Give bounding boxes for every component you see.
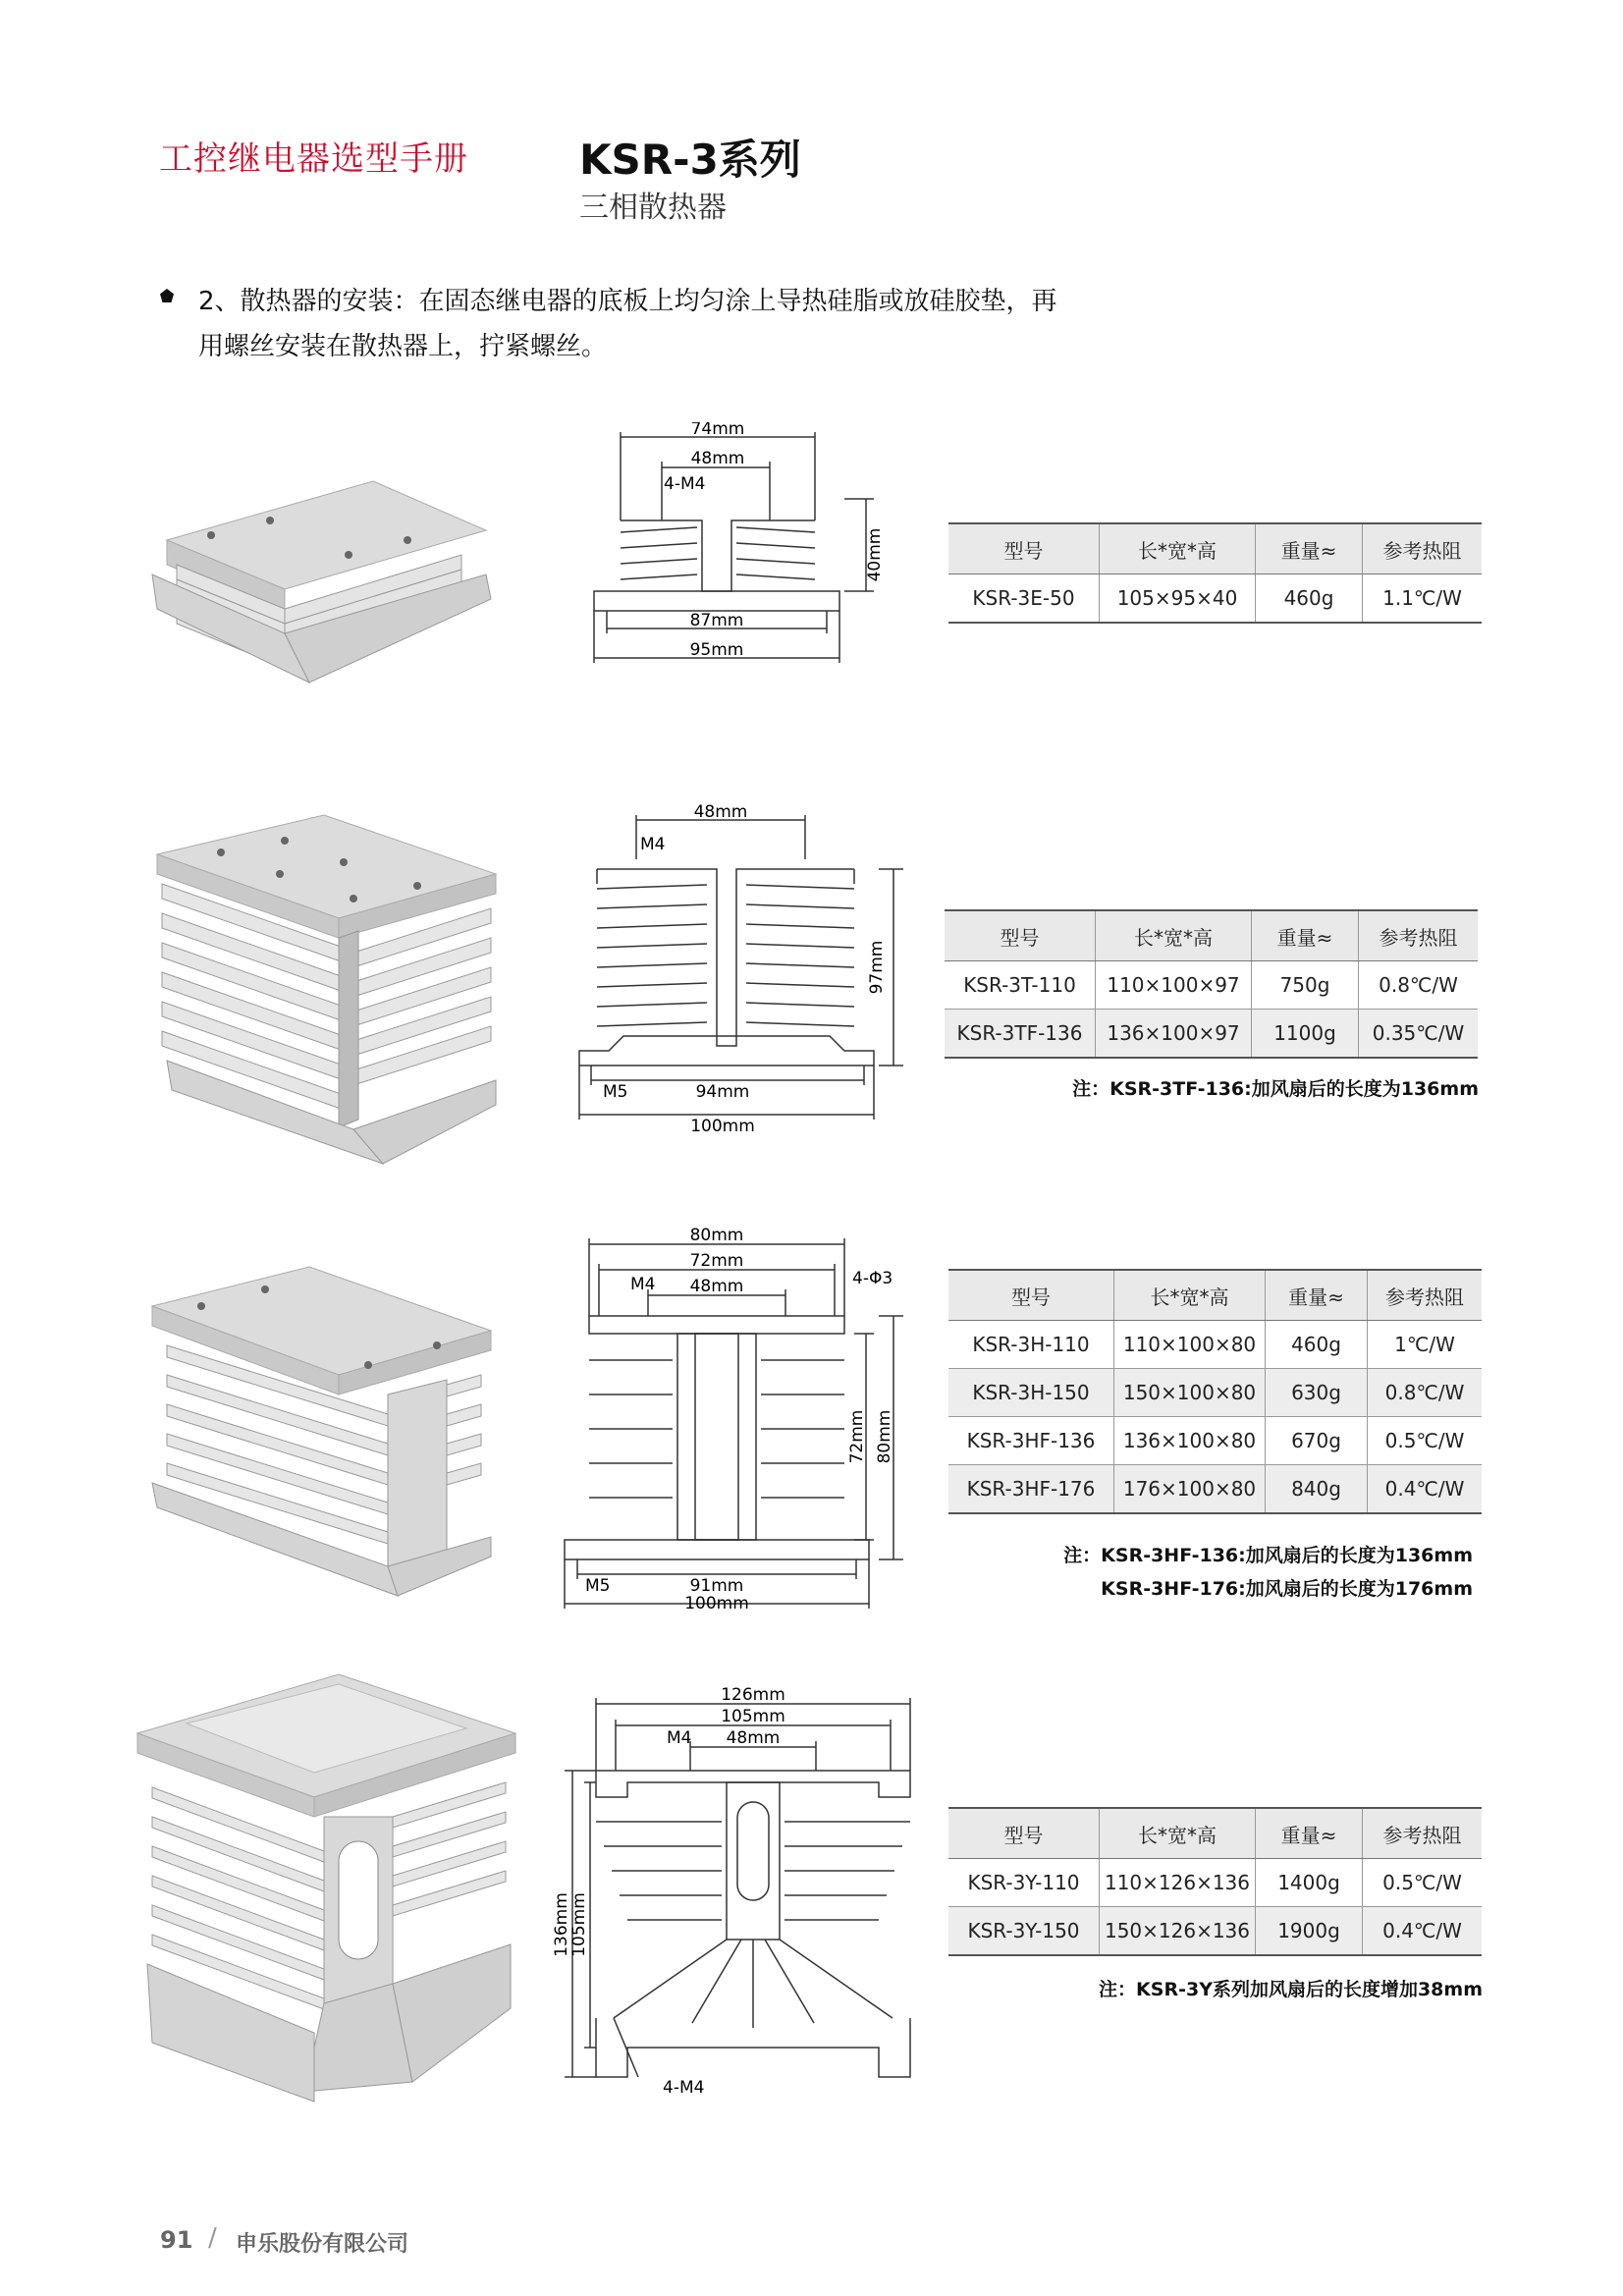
model-cell: KSR-3HF-176 <box>948 1465 1114 1514</box>
manual-brand-title: 工控继电器选型手册 <box>159 139 468 179</box>
dim-label: 4-M4 <box>663 2078 705 2098</box>
table-row <box>948 1417 1482 1465</box>
dim-label: 87mm <box>689 611 744 630</box>
weight-cell: 1400g <box>1256 1859 1363 1907</box>
model-cell: KSR-3H-110 <box>948 1321 1114 1369</box>
model-cell: KSR-3Y-110 <box>948 1859 1100 1907</box>
weight-cell: 460g <box>1266 1321 1368 1369</box>
dim-label: 126mm <box>721 1685 785 1705</box>
col-size-header: 长*宽*高 <box>1100 523 1256 574</box>
table-row <box>948 1907 1482 1956</box>
table-row <box>948 1859 1482 1907</box>
series-title: KSR-3系列 <box>579 136 801 184</box>
dim-label: 4-M4 <box>664 474 706 494</box>
col-size-header: 长*宽*高 <box>1114 1270 1266 1321</box>
table-row <box>948 574 1482 624</box>
model-cell: KSR-3T-110 <box>945 961 1096 1010</box>
table-row <box>945 1010 1478 1059</box>
dim-label: 74mm <box>690 422 745 439</box>
size-cell: 105×95×40 <box>1100 574 1256 624</box>
model-cell: KSR-3Y-150 <box>948 1907 1100 1956</box>
table-row <box>948 1465 1482 1514</box>
resistance-cell: 0.8℃/W <box>1368 1369 1483 1417</box>
dim-label: M4 <box>640 835 666 854</box>
heatsink-photo-3e <box>147 462 520 697</box>
note-3hf-136: 注：KSR-3HF-136:加风扇后的长度为136mm <box>1063 1545 1473 1566</box>
spec-table-3t <box>945 909 1478 1059</box>
dim-label: 48mm <box>693 802 748 822</box>
col-model-header: 型号 <box>948 1808 1100 1859</box>
weight-cell: 750g <box>1252 961 1359 1010</box>
spec-table-3e <box>948 522 1482 624</box>
installation-instruction: 2、散热器的安装：在固态继电器的底板上均匀涂上导热硅脂或放硅胶垫，再用螺丝安装在散热器上，拧紧螺丝。 <box>198 287 1057 361</box>
drawing-3e <box>579 422 903 678</box>
drawing-3t <box>569 800 903 1144</box>
dim-label: 105mm <box>721 1707 785 1726</box>
note-3hf-176: KSR-3HF-176:加风扇后的长度为176mm <box>1101 1578 1473 1600</box>
size-cell: 136×100×80 <box>1114 1417 1266 1465</box>
heatsink-photo-3y <box>128 1669 520 2111</box>
dim-label: 100mm <box>684 1594 749 1613</box>
col-size-header: 长*宽*高 <box>1100 1808 1256 1859</box>
weight-cell: 670g <box>1266 1417 1368 1465</box>
resistance-cell: 1℃/W <box>1368 1321 1483 1369</box>
drawing-3h <box>550 1223 923 1615</box>
resistance-cell: 0.5℃/W <box>1363 1859 1483 1907</box>
size-cell: 150×100×80 <box>1114 1369 1266 1417</box>
size-cell: 110×126×136 <box>1100 1859 1256 1907</box>
weight-cell: 840g <box>1266 1465 1368 1514</box>
dim-label: 136mm <box>552 1892 571 1957</box>
col-size-header: 长*宽*高 <box>1096 910 1252 961</box>
dim-label: 80mm <box>875 1409 894 1464</box>
resistance-cell: 0.5℃/W <box>1368 1417 1483 1465</box>
dim-label: M4 <box>667 1728 692 1748</box>
dim-label: 95mm <box>689 640 744 660</box>
dim-label: M5 <box>603 1082 628 1102</box>
size-cell: 110×100×97 <box>1096 961 1252 1010</box>
col-model-header: 型号 <box>948 523 1100 574</box>
dim-label: 48mm <box>726 1728 781 1748</box>
table-row <box>948 1369 1482 1417</box>
resistance-cell: 0.8℃/W <box>1359 961 1479 1010</box>
drawing-3y <box>545 1684 918 2106</box>
note-3y: 注：KSR-3Y系列加风扇后的长度增加38mm <box>1099 1979 1483 2000</box>
dim-label: M5 <box>585 1576 611 1596</box>
dim-label: 100mm <box>690 1117 755 1136</box>
col-weight-header: 重量≈ <box>1266 1270 1368 1321</box>
col-model-header: 型号 <box>948 1270 1114 1321</box>
col-weight-header: 重量≈ <box>1252 910 1359 961</box>
footer-separator: / <box>208 2223 217 2253</box>
model-cell: KSR-3E-50 <box>948 574 1100 624</box>
resistance-cell: 0.4℃/W <box>1368 1465 1483 1514</box>
size-cell: 150×126×136 <box>1100 1907 1256 1956</box>
dim-label: 48mm <box>689 1277 744 1296</box>
pentagon-bullet-icon <box>160 289 174 302</box>
page-number: 91 <box>160 2226 193 2254</box>
model-cell: KSR-3TF-136 <box>945 1010 1096 1059</box>
dim-label: 48mm <box>690 449 745 468</box>
weight-cell: 1100g <box>1252 1010 1359 1059</box>
dim-label: 80mm <box>689 1226 744 1245</box>
resistance-cell: 0.35℃/W <box>1359 1010 1479 1059</box>
heatsink-photo-3h <box>142 1257 506 1611</box>
spec-table-3y <box>948 1807 1482 1956</box>
note-3tf: 注：KSR-3TF-136:加风扇后的长度为136mm <box>1072 1078 1479 1100</box>
col-model-header: 型号 <box>945 910 1096 961</box>
size-cell: 110×100×80 <box>1114 1321 1266 1369</box>
dim-label: 91mm <box>689 1576 744 1596</box>
weight-cell: 1900g <box>1256 1907 1363 1956</box>
resistance-cell: 0.4℃/W <box>1363 1907 1483 1956</box>
col-resistance-header: 参考热阻 <box>1368 1270 1483 1321</box>
size-cell: 176×100×80 <box>1114 1465 1266 1514</box>
dim-label: 4-Φ3 <box>852 1269 893 1288</box>
col-resistance-header: 参考热阻 <box>1363 523 1483 574</box>
series-subtitle: 三相散热器 <box>579 191 727 225</box>
model-cell: KSR-3HF-136 <box>948 1417 1114 1465</box>
col-weight-header: 重量≈ <box>1256 523 1363 574</box>
col-resistance-header: 参考热阻 <box>1359 910 1479 961</box>
col-weight-header: 重量≈ <box>1256 1808 1363 1859</box>
dim-label: 105mm <box>569 1892 589 1957</box>
dim-label: 94mm <box>695 1082 750 1102</box>
dim-label: 97mm <box>867 940 887 995</box>
dim-label: M4 <box>630 1275 656 1294</box>
model-cell: KSR-3H-150 <box>948 1369 1114 1417</box>
dim-label: 72mm <box>847 1409 867 1464</box>
spec-table-3h <box>948 1269 1482 1514</box>
table-row <box>945 961 1478 1010</box>
table-row <box>948 1321 1482 1369</box>
heatsink-photo-3t <box>147 805 511 1178</box>
dim-label: 40mm <box>865 527 885 582</box>
weight-cell: 460g <box>1256 574 1363 624</box>
resistance-cell: 1.1℃/W <box>1363 574 1483 624</box>
dim-label: 72mm <box>689 1251 744 1271</box>
col-resistance-header: 参考热阻 <box>1363 1808 1483 1859</box>
size-cell: 136×100×97 <box>1096 1010 1252 1059</box>
company-name: 申乐股份有限公司 <box>236 2232 409 2257</box>
weight-cell: 630g <box>1266 1369 1368 1417</box>
